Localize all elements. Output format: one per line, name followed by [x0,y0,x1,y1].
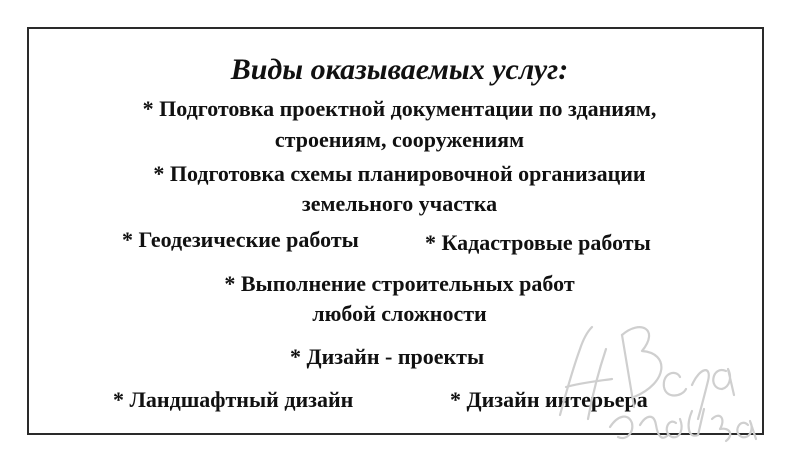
service-cadastral-works: * Кадастровые работы [425,230,651,255]
services-title: Виды оказываемых услуг: [230,53,569,86]
service-landscape-design: * Ландшафтный дизайн [113,387,354,412]
service-line-site-plan-continued: земельного участка [301,191,498,216]
service-line-construction-continued: любой сложности [312,301,487,326]
service-line-site-plan: * Подготовка схемы планировочной организации [153,161,646,186]
service-geodetic-works: * Геодезические работы [122,227,359,252]
service-design-projects: * Дизайн - проекты [290,344,485,369]
service-line-construction: * Выполнение строительных работ [224,271,575,296]
service-interior-design: * Дизайн интерьера [450,387,648,412]
service-line-project-docs-continued: строениям, сооружениям [274,127,525,152]
service-line-project-docs: * Подготовка проектной документации по зданиям, [142,96,657,121]
